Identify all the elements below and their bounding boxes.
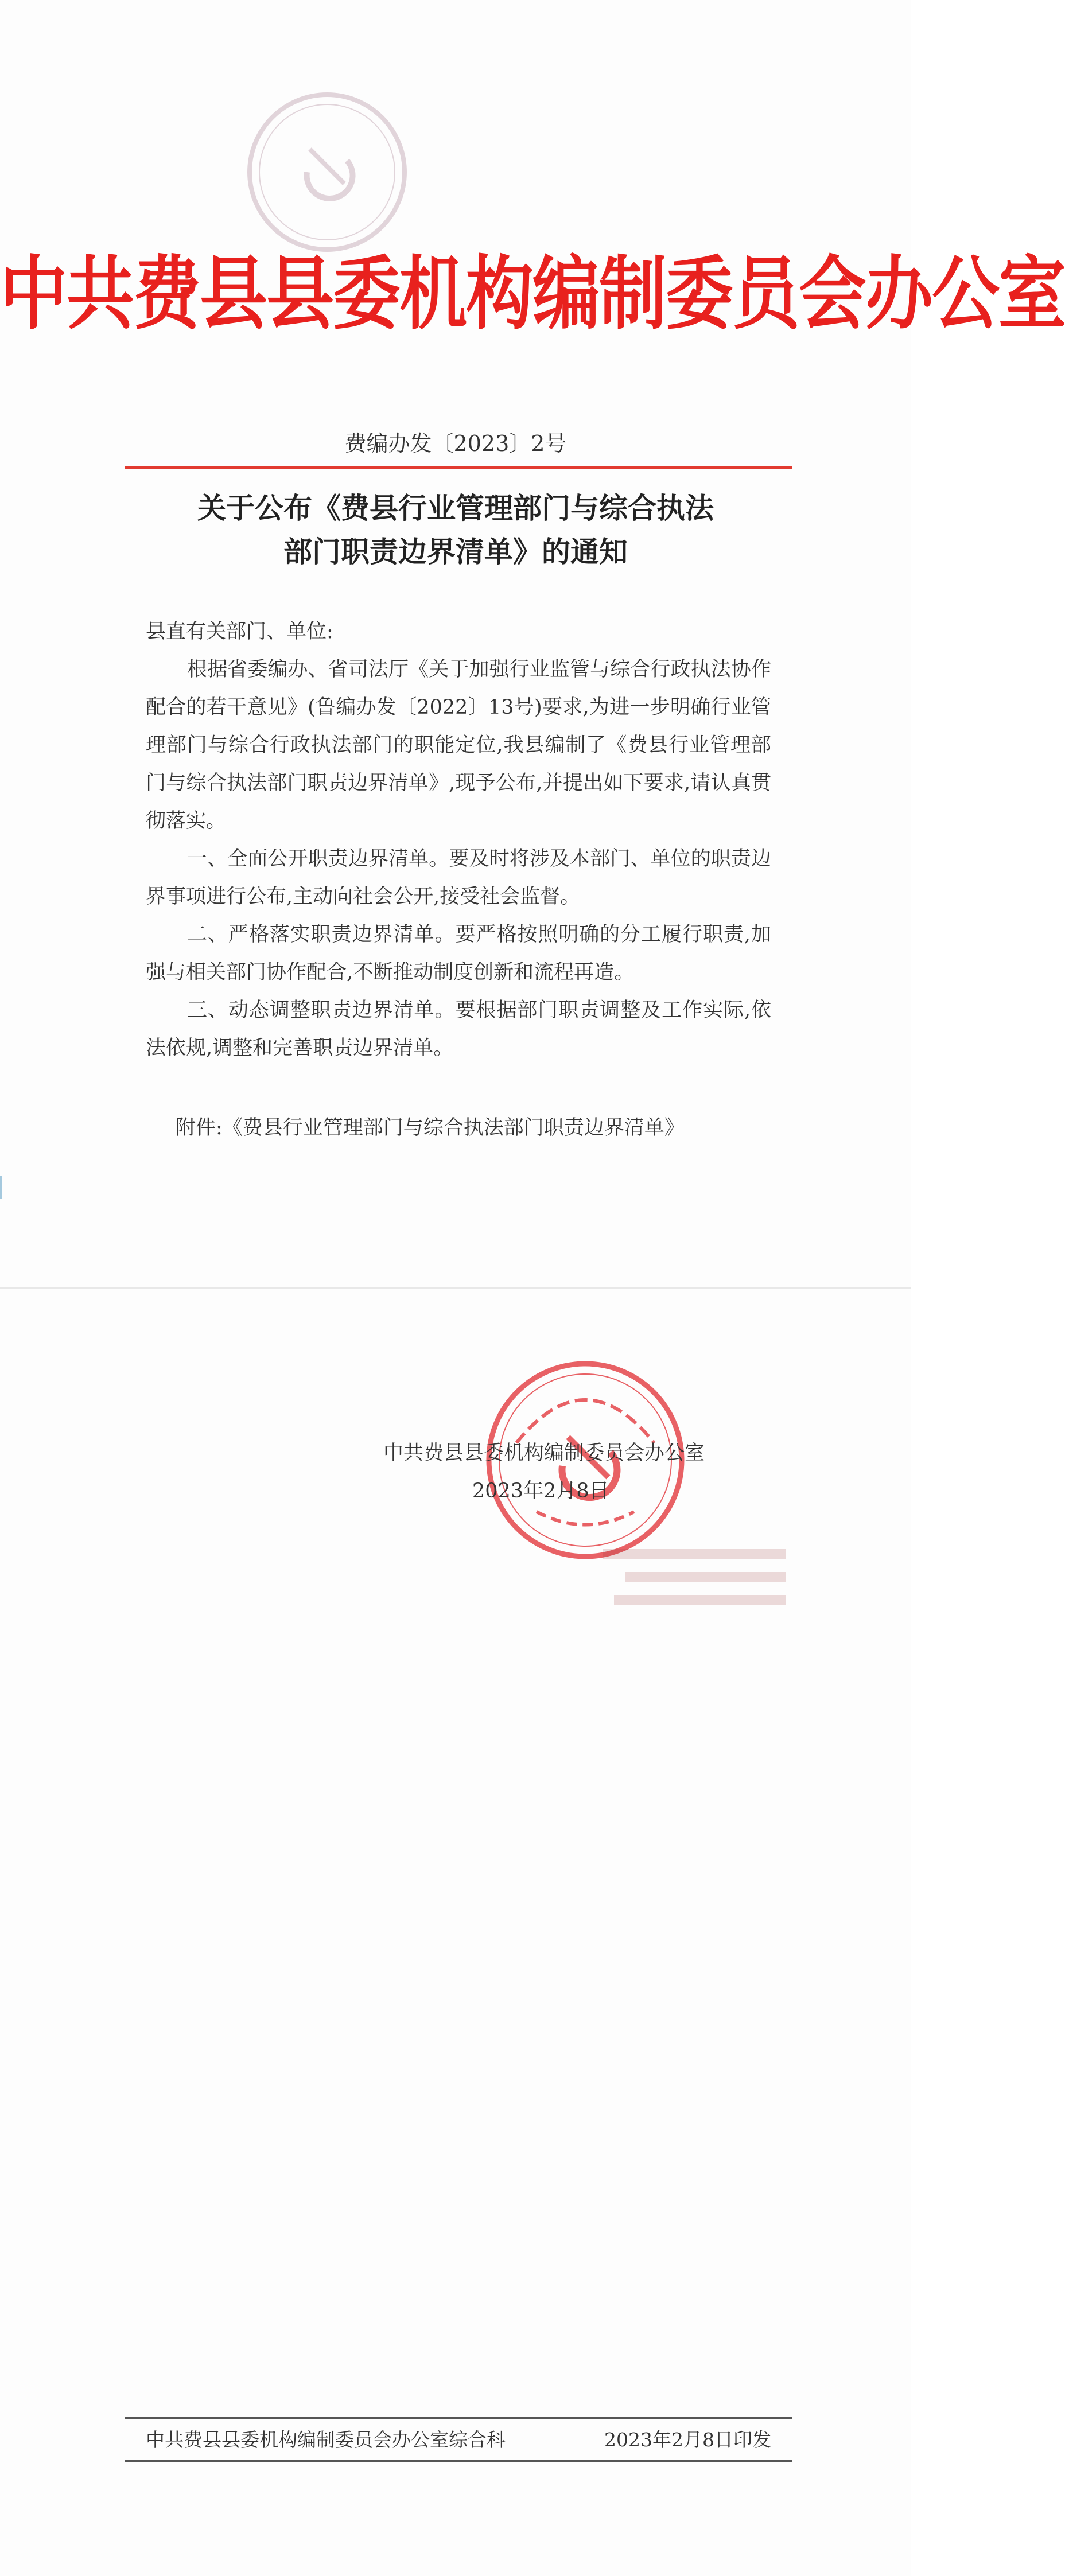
footer-print-date: 2023年2月8日印发 — [604, 2429, 771, 2451]
footer — [146, 2425, 771, 2452]
org-header-title: 中共费县县委机构编制委员会办公室 — [0, 247, 1065, 341]
body-paragraph: 一、全面公开职责边界清单。要及时将涉及本部门、单位的职责边界事项进行公布,主动向社会公开,接受社会监督。 — [146, 847, 771, 908]
page-divider — [0, 1287, 911, 1289]
signature-date: 2023年2月8日 — [472, 1480, 609, 1503]
notice-title — [0, 487, 911, 574]
signature-block — [383, 1434, 705, 1510]
body-paragraph: 二、严格落实职责边界清单。要严格按照明确的分工履行职责,加强与相关部门协作配合,不断推动制度创新和流程再造。 — [146, 923, 771, 984]
bleed-through-shadow — [597, 1538, 792, 1618]
body-paragraph: 根据省委编办、省司法厅《关于加强行业监管与综合行政执法协作配合的若干意见》(鲁编办发〔2022〕13号)要求,为进一步明确行业管理部门与综合行政执法部门的职能定位,我县编制了《费县行业管理部门与综合执法部门职责边界清单》,现予公布,并提出如下要求,请认真贯彻落实。 — [146, 658, 771, 832]
notice-title-line-1: 关于公布《费县行业管理部门与综合执法 — [197, 491, 714, 525]
notice-body — [146, 613, 771, 1067]
attachment-line: 附件:《费县行业管理部门与综合执法部门职责边界清单》 — [176, 1116, 685, 1139]
footer-issuer: 中共费县县委机构编制委员会办公室综合科 — [146, 2429, 506, 2451]
notice-title-line-2: 部门职责边界清单》的通知 — [283, 535, 628, 569]
scan-edge-mark — [0, 1176, 2, 1199]
signature-issuer: 中共费县县委机构编制委员会办公室 — [383, 1442, 705, 1465]
footer-rule-bottom — [125, 2460, 792, 2462]
footer-rule-top — [125, 2417, 792, 2419]
red-separator-line — [125, 466, 792, 469]
document-number: 费编办发〔2023〕2号 — [344, 431, 567, 456]
salutation: 县直有关部门、单位: — [146, 620, 333, 643]
body-paragraph: 三、动态调整职责边界清单。要根据部门职责调整及工作实际,依法依规,调整和完善职责边界清单。 — [146, 999, 771, 1060]
